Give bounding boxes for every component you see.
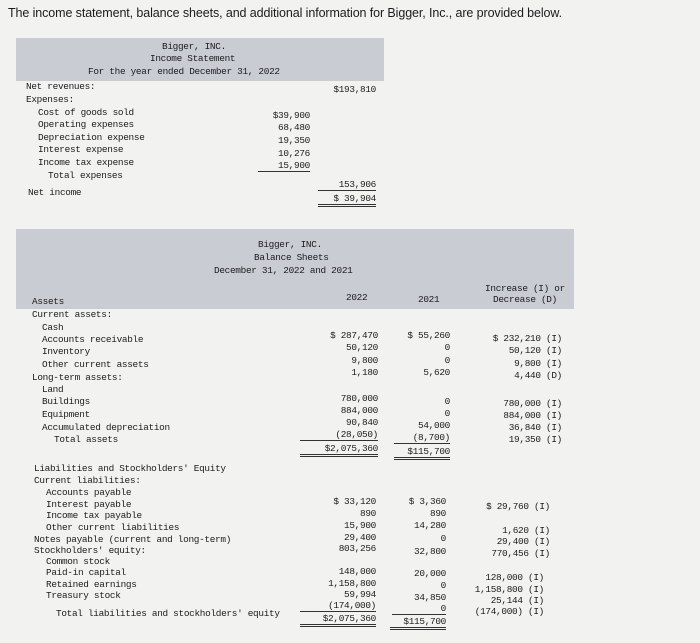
line-item-label: Retained earnings (46, 579, 137, 590)
balance-dates: December 31, 2022 and 2021 (214, 265, 353, 276)
total-liabilities-equity-2021: $115,700 (390, 616, 446, 630)
balance-company-name: Bigger, INC. (258, 239, 322, 250)
line-item-label: Paid-in capital (46, 567, 126, 578)
line-item-label: Land (42, 384, 64, 395)
expense-label: Depreciation expense (38, 132, 145, 143)
column-header-2021: 2021 (418, 294, 440, 305)
line-item-label: Interest payable (46, 499, 132, 510)
net-income-amount: $ 39,904 (318, 193, 376, 207)
line-item-label: Cash (42, 322, 64, 333)
amount-2021: (8,700) (394, 432, 450, 444)
change-amount: 770,456 (I) (491, 548, 550, 559)
change-amount: 780,000 (I) (503, 398, 562, 409)
expense-amount: 15,900 (258, 160, 310, 172)
income-company-name: Bigger, INC. (162, 41, 226, 52)
change-amount: 29,400 (I) (496, 536, 550, 547)
amount-2021: $ 3,360 (408, 496, 446, 507)
income-period: For the year ended December 31, 2022 (88, 66, 280, 77)
amount-2021: $ 55,260 (407, 330, 450, 341)
amount-2022: 148,000 (338, 566, 376, 577)
amount-2021: 5,620 (423, 367, 450, 378)
amount-2022: 890 (360, 508, 376, 519)
expense-label: Operating expenses (38, 119, 134, 130)
amount-2021: 14,280 (414, 520, 446, 531)
amount-2022: (28,050) (300, 429, 378, 441)
change-amount: 884,000 (I) (503, 410, 562, 421)
amount-2021: 0 (444, 342, 450, 353)
column-header-2022: 2022 (346, 292, 368, 303)
line-item-label: Other current liabilities (46, 522, 180, 533)
line-item-label: Treasury stock (46, 590, 121, 601)
amount-2022: 803,256 (338, 543, 376, 554)
amount-2021: 0 (444, 355, 450, 366)
expense-amount: 10,276 (278, 148, 310, 159)
amount-2022: 59,994 (344, 589, 376, 600)
column-header-change: Decrease (D) (493, 294, 557, 305)
line-item-label: Income tax payable (46, 510, 142, 521)
amount-2022: 1,180 (351, 367, 378, 378)
expense-label: Cost of goods sold (38, 107, 134, 118)
change-amount: 1,620 (I) (502, 525, 550, 536)
net-revenues-amount: $193,810 (333, 84, 376, 95)
amount-2021: 0 (444, 408, 450, 419)
line-item-label: Equipment (42, 409, 90, 420)
change-amount: 36,840 (I) (508, 422, 562, 433)
balance-sheet-title: Balance Sheets (254, 252, 329, 263)
amount-2021: 34,850 (414, 592, 446, 603)
total-liabilities-equity-2022: $2,075,360 (300, 613, 376, 627)
liabilities-equity-label: Liabilities and Stockholders' Equity (34, 463, 226, 474)
change-amount: 50,120 (I) (508, 345, 562, 356)
line-item-label: Buildings (42, 396, 90, 407)
expense-amount: 68,480 (278, 122, 310, 133)
expense-label: Interest expense (38, 144, 124, 155)
change-amount: $ 232,210 (I) (492, 333, 562, 344)
amount-2022: 50,120 (346, 342, 378, 353)
change-amount: $ 29,760 (I) (486, 501, 550, 512)
change-amount: (174,000) (I) (474, 606, 544, 617)
amount-2022: 15,900 (344, 520, 376, 531)
assets-label: Assets (32, 296, 64, 307)
amount-2021: 20,000 (414, 568, 446, 579)
amount-2022: 884,000 (340, 405, 378, 416)
stockholders-equity-label: Stockholders' equity: (34, 545, 146, 556)
expenses-label: Expenses: (26, 94, 74, 105)
line-item-label: Inventory (42, 346, 90, 357)
total-liabilities-equity-label: Total liabilities and stockholders' equity (56, 608, 280, 619)
change-amount: 9,800 (I) (514, 358, 562, 369)
income-statement-title: Income Statement (150, 53, 236, 64)
expense-amount: 19,350 (278, 135, 310, 146)
amount-2021: 0 (440, 533, 446, 544)
amount-2022: (174,000) (300, 600, 376, 612)
amount-2022: $ 287,470 (330, 330, 378, 341)
problem-heading: The income statement, balance sheets, and additional information for Bigger, Inc., are provided below. (8, 6, 563, 20)
amount-2022: $ 33,120 (333, 496, 376, 507)
amount-2021: 32,800 (414, 546, 446, 557)
line-item-label: Accounts receivable (42, 334, 144, 345)
line-item-label: Accumulated depreciation (42, 422, 170, 433)
total-assets-label: Total assets (54, 434, 118, 445)
total-assets-2022: $2,075,360 (300, 443, 378, 457)
line-item-label: Other current assets (42, 359, 149, 370)
change-amount: 128,000 (I) (485, 572, 544, 583)
amount-2022: 9,800 (351, 355, 378, 366)
amount-2022: 780,000 (340, 393, 378, 404)
amount-2021: 54,000 (418, 420, 450, 431)
change-amount: 25,144 (I) (490, 595, 544, 606)
amount-2022: 29,400 (344, 532, 376, 543)
amount-2021: 0 (444, 396, 450, 407)
line-item-label: Common stock (46, 556, 110, 567)
net-income-label: Net income (28, 187, 82, 198)
change-amount: 4,440 (D) (514, 370, 562, 381)
expense-label: Income tax expense (38, 157, 134, 168)
total-expenses-amount: 153,906 (318, 179, 376, 191)
change-amount: 1,158,800 (I) (474, 584, 544, 595)
amount-2022: 1,158,800 (328, 578, 376, 589)
notes-payable-label: Notes payable (current and long-term) (34, 534, 232, 545)
change-amount: 19,350 (I) (508, 434, 562, 445)
amount-2021: 0 (440, 580, 446, 591)
long-term-assets-label: Long-term assets: (32, 372, 123, 383)
line-item-label: Accounts payable (46, 487, 132, 498)
amount-2021: 0 (392, 603, 446, 615)
net-revenues-label: Net revenues: (26, 81, 96, 92)
total-expenses-label: Total expenses (48, 170, 123, 181)
column-header-change: Increase (I) or (485, 283, 565, 294)
amount-2022: 90,840 (346, 417, 378, 428)
current-assets-label: Current assets: (32, 309, 112, 320)
total-assets-2021: $115,700 (394, 446, 450, 460)
expense-amount: $39,900 (272, 110, 310, 121)
amount-2021: 890 (430, 508, 446, 519)
current-liabilities-label: Current liabilities: (34, 475, 141, 486)
